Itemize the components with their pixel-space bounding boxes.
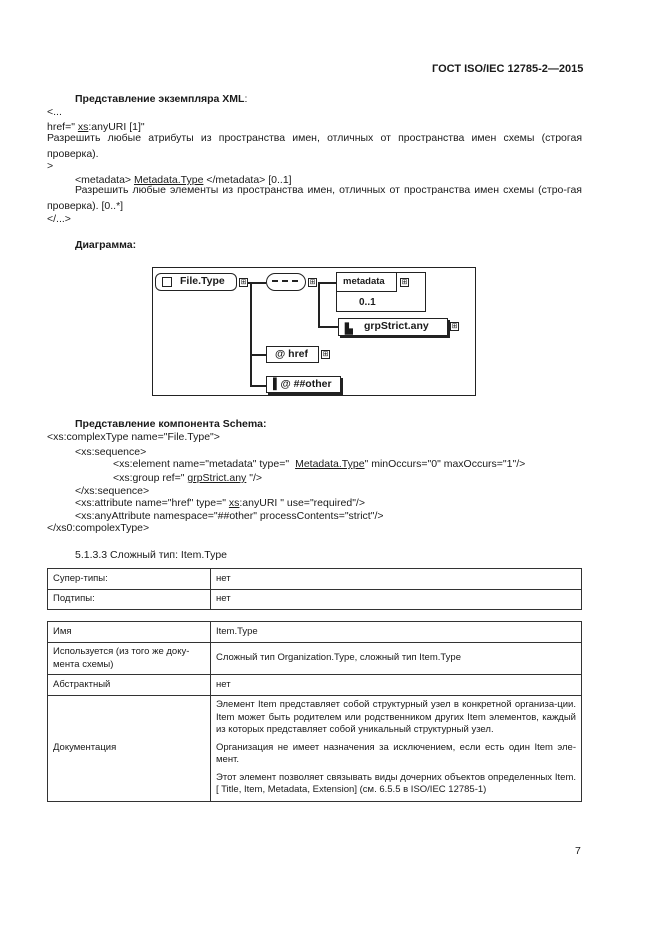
table-row: Абстрактный нет [48,675,582,696]
doc-paragraph: Организация не имеет назначения за исключением, если есть один Item эле-мент. [216,741,576,765]
schema-line-2: <xs:sequence> [75,446,147,458]
instance-line-5: </...> [47,213,71,225]
group-expand-icon[interactable]: ⊞ [451,323,458,330]
supertypes-table [47,568,582,610]
metadata-cardinality: 0..1 [359,297,376,308]
instance-line-4: <metadata> Metadata.Type </metadata> [0..1] [75,174,292,186]
diagram-frame [152,267,476,396]
page-number: 7 [575,845,581,857]
schema-line-3: <xs:element name="metadata" type=" Metadata.Type " minOccurs="0" maxOccurs="1"/> [113,458,526,470]
instance-desc-1: Разрешить любые атрибуты из пространства имен, отличных от пространства имен схемы (строгая проверка). [47,132,582,160]
href-attribute-box[interactable]: @ href [266,346,319,363]
instance-line-3: > [47,160,54,172]
metadata-label: metadata [337,273,397,292]
doc-paragraph: Элемент Item представляет собой структурный узел в конкретной организа-ции. Item может быть родителем или родственником других Item элементов, каждый из которых представляет собой уникальный структурный узел. [216,699,576,735]
table-row: Супер-типы: нет [48,569,582,590]
metadata-element[interactable] [336,272,426,312]
diagram-heading: Диаграмма: [75,239,137,251]
root-expand-icon[interactable]: ⊞ [240,279,247,286]
connector [318,326,338,328]
file-type-box[interactable]: File.Type [155,273,237,291]
connector [250,282,252,386]
metadata-type-link[interactable]: Metadata.Type [133,174,204,186]
group-ref-box[interactable]: ▙ grpStrict.any [338,318,448,336]
connector [318,282,320,327]
section-title: 5.1.3.3 Сложный тип: Item.Type [75,549,228,561]
any-attribute-icon: ▌ [273,378,281,390]
connector [318,282,336,284]
table-row: Документация Элемент Item представляет собой структурный узел в конкретной организа-ции. Item может быть родителем или родственником других Item элементов, каждый из которых представляет собой уникальный структурный узел. Организация не имеет назначения за исключением, если есть один Item эле-мент. Этот элемент позволяет связывать виды дочерних объектов определенных Item.[ Title, Item, Metadata, Extension] (см. 6.5.5 в ISO/IEC 12785-1) [48,696,582,802]
schema-line-1: <xs:complexType name="File.Type"> [47,431,220,443]
group-icon: ▙ [345,324,353,335]
sequence-compositor[interactable] [266,273,306,291]
table-row: Используется (из того же доку-мента схемы) Сложный тип Organization.Type, сложный тип Item.Type [48,643,582,675]
schema-line-6: <xs:attribute name="href" type=" xs:anyURI " use="required"/> [75,497,365,509]
instance-heading: Представление экземпляра XML: [75,93,248,105]
complex-type-icon [162,277,172,287]
instance-desc-2: Разрешить любые элементы из пространства имен, отличных от пространства имен схемы (стро-гая проверка). [0..*] [47,184,582,212]
doc-paragraph: Этот элемент позволяет связывать виды дочерних объектов определенных Item.[ Title, Item, Metadata, Extension] (см. 6.5.5 в ISO/IEC 12785-1) [216,771,576,795]
any-attribute-box[interactable]: ▌@ ##other [266,376,341,393]
href-expand-icon[interactable]: ⊞ [322,351,329,358]
grpstrict-link[interactable]: grpStrict.any [187,472,247,484]
sequence-expand-icon[interactable]: ⊞ [309,279,316,286]
connector [250,385,266,387]
sequence-icon [272,280,298,282]
metadata-expand-icon[interactable]: ⊞ [401,279,408,286]
standard-header: ГОСТ ISO/IEC 12785-2—2015 [432,63,584,75]
instance-line-2: href=" xs:anyURI [1]" [47,121,145,133]
schema-line-7: <xs:anyAttribute namespace="##other" processContents="strict"/> [75,510,384,522]
item-type-table [47,621,582,802]
schema-line-5: </xs:sequence> [75,485,150,497]
schema-line-4: <xs:group ref=" grpStrict.any "/> [113,472,263,484]
connector [250,354,266,356]
instance-line-1: <... [47,106,62,118]
table-row: Подтипы: нет [48,590,582,610]
schema-heading: Представление компонента Schema: [75,418,267,430]
metadata-type-link[interactable]: Metadata.Type [295,458,365,470]
table-row: Имя Item.Type [48,622,582,643]
schema-line-8: </xs0:compolexType> [47,522,150,534]
